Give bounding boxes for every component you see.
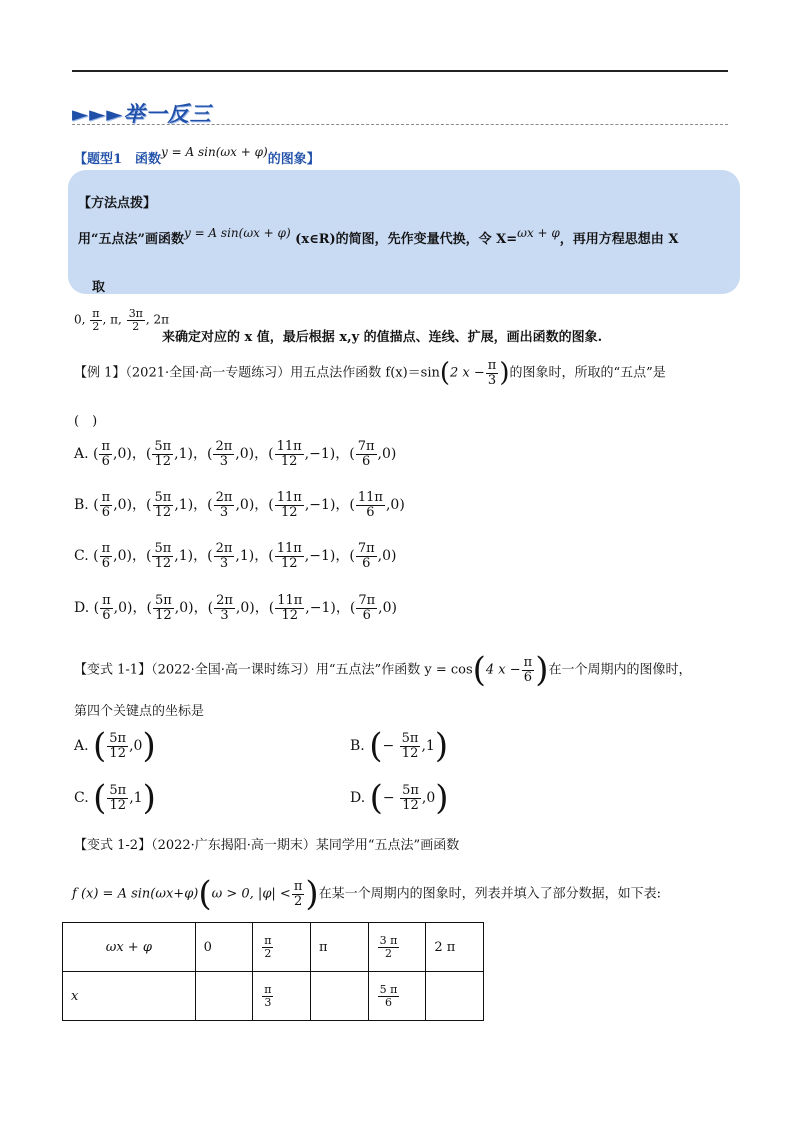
type-heading-formula: y = A sin(ωx + φ) [161, 145, 268, 159]
frac-num: 7π [357, 439, 375, 454]
variant11-inner: 4 x − [485, 662, 521, 678]
point-value: ,0) [174, 600, 194, 617]
frac-num: π [487, 357, 497, 373]
option-label: D. [74, 600, 94, 617]
method-line-2: 取 [92, 280, 106, 295]
option-label: B. [74, 497, 94, 514]
example1-option-d[interactable] [74, 594, 397, 622]
point-value: ,0 [129, 738, 143, 754]
frac-den: 12 [280, 555, 298, 571]
separator: ， [132, 600, 147, 617]
variant11-line2: 第四个关键点的坐标是 [74, 704, 205, 719]
variant11-fraction [522, 656, 535, 684]
paren-open: ( [207, 497, 213, 514]
sign: − [382, 738, 399, 754]
method-title: 【方法点拨】 [78, 196, 157, 211]
point-value: ,0) [235, 600, 255, 617]
frac-num: 5π [154, 593, 172, 608]
paren-open: ( [145, 548, 152, 565]
fraction [100, 491, 113, 519]
frac-den: 12 [109, 797, 127, 813]
variant12-lead: 【变式 1-2】（2022·广东揭阳·高一期末）某同学用“五点法”画函数 [74, 838, 460, 853]
frac-num: 5π [109, 730, 127, 746]
frac-den: 2 [293, 893, 303, 909]
fraction [214, 594, 235, 622]
point-value: ,0) [235, 497, 255, 514]
fraction [99, 440, 112, 468]
point-value: ,0 [421, 790, 436, 806]
fraction [275, 594, 304, 622]
frac-den: 6 [101, 504, 111, 520]
frac-den: 6 [361, 453, 371, 469]
paren-open: ( [146, 497, 152, 514]
point-value: ,−1) [304, 548, 336, 565]
frac-num: 11π [276, 490, 302, 505]
point-value: ,1) [174, 548, 194, 565]
paren-open: ( [472, 650, 486, 690]
fraction [153, 491, 174, 519]
frac-num: 11π [277, 593, 303, 608]
frac-den: 12 [402, 797, 419, 813]
frac-num: π [523, 654, 533, 670]
method-formula: y = A sin(ωx + φ) [183, 226, 291, 240]
paren-open: ( [268, 446, 274, 463]
top-rule [72, 70, 728, 72]
point-value: ,−1) [304, 446, 336, 463]
paren-close: ) [305, 874, 319, 914]
frac-den: 2 [264, 946, 272, 960]
paren-close: ) [434, 726, 449, 766]
frac-num: 2π [215, 490, 233, 505]
paren-close: ) [499, 358, 510, 388]
table-cell: π [311, 923, 369, 972]
point-value: ,1 [421, 738, 435, 754]
separator: ， [254, 446, 269, 463]
variant11-option-b[interactable] [350, 726, 448, 766]
paren-open: ( [93, 548, 99, 565]
frac-num: 5π [109, 782, 127, 798]
example1-fraction [486, 359, 499, 387]
frac-num: 7π [357, 541, 375, 556]
frac-num: 2π [215, 439, 233, 454]
paren-open: ( [206, 446, 213, 463]
option-label: A. [74, 446, 94, 463]
variant11-tail: 在一个周期内的图像时， [548, 662, 692, 678]
frac-den: 12 [154, 555, 172, 571]
frac-den: 3 [219, 555, 229, 571]
frac-num: π [101, 439, 111, 454]
point-value: ,0) [377, 446, 397, 463]
fraction [107, 784, 128, 812]
option-label: B. [350, 738, 370, 754]
paren-open: ( [207, 600, 214, 617]
separator: ， [131, 548, 146, 565]
paren-open: ( [349, 600, 356, 617]
fraction [356, 542, 377, 570]
paren-close: ) [535, 650, 549, 690]
frac-den: 3 [264, 995, 272, 1009]
variant11-stem [74, 650, 691, 690]
fraction [275, 542, 304, 570]
example1-tail: 的图象时，所取的“五点”是 [509, 365, 666, 381]
paren-open: ( [349, 548, 355, 565]
paren-open: ( [93, 600, 100, 617]
example1-option-a[interactable] [74, 440, 396, 468]
separator: ， [254, 600, 269, 617]
paren-open: ( [439, 358, 451, 388]
option-label: D. [350, 790, 370, 806]
frac-den: 12 [280, 453, 298, 469]
frac-den: 3 [487, 372, 497, 388]
frac-den: 2 [92, 319, 100, 333]
frac-den: 2 [132, 319, 140, 333]
paren-open: ( [207, 548, 213, 565]
point-value: ,0) [113, 600, 133, 617]
frac-den: 12 [281, 504, 298, 520]
example1-option-b[interactable] [74, 491, 405, 519]
frac-num: 3π [128, 307, 143, 320]
cell-fraction [378, 935, 400, 959]
frac-num: 2π [215, 541, 233, 556]
paren-open: ( [369, 778, 383, 818]
paren-open: ( [349, 446, 355, 463]
separator: ， [335, 600, 350, 617]
variant12-tail: 在某一个周期内的图象时，列表并填入了部分数据，如下表: [318, 886, 662, 902]
frac-num: 5π [154, 439, 172, 454]
frac-den: 3 [219, 504, 229, 520]
frac-den: 3 [220, 607, 229, 623]
variant11-option-a[interactable] [74, 726, 156, 766]
frac-den: 6 [102, 607, 111, 623]
point-value: ,−1) [305, 600, 336, 617]
separator: ， [335, 446, 350, 463]
frac-den: 6 [362, 607, 371, 623]
type-heading-prefix: 【题型1 函数 [74, 152, 162, 167]
point-value: ,1) [174, 446, 193, 463]
variant12-condition: ω > 0, |φ| < [211, 886, 291, 902]
section-banner: ►►►举一反三 [72, 102, 212, 126]
table-cell [253, 923, 311, 972]
paren-close: ) [435, 778, 449, 818]
table-cell [426, 972, 484, 1021]
method-line-1 [78, 228, 678, 247]
separator: ， [193, 497, 208, 514]
point-value: ,0) [235, 446, 255, 463]
type-heading [74, 145, 320, 167]
point-value: ,0) [113, 548, 132, 565]
table-row [63, 923, 484, 972]
paren-open: ( [198, 874, 212, 914]
key-values-start: 0, [74, 312, 86, 327]
option-label: C. [74, 790, 94, 806]
frac-den: 6 [362, 555, 371, 571]
fraction [153, 594, 174, 622]
frac-den: 12 [109, 745, 126, 761]
frac-den: 2 [384, 946, 392, 960]
example1-answer-paren: ( ) [74, 414, 98, 429]
frac-den: 12 [401, 745, 419, 761]
frac-den: 12 [154, 504, 172, 520]
fraction [152, 542, 173, 570]
frac-num: 7π [358, 593, 376, 608]
frac-den: 6 [101, 453, 110, 469]
variant11-option-d[interactable] [350, 778, 449, 818]
option-label: A. [74, 738, 94, 754]
frac-num: 5 π [379, 982, 398, 996]
frac-den: 6 [101, 555, 110, 571]
paren-open: ( [349, 497, 355, 514]
frac-num: 3 π [379, 933, 398, 947]
variant11-lead: 【变式 1-1】（2022·全国·高一课时练习）用“五点法”作函数 y = cos [74, 662, 473, 678]
fraction [275, 440, 304, 468]
frac-num: π [101, 541, 111, 556]
paren-open: ( [369, 726, 383, 766]
key-value-pi-over-2 [90, 308, 101, 332]
variant12-function-line [72, 874, 661, 914]
frac-den: 6 [384, 995, 392, 1009]
method-text-c: ，再用方程思想由 X [559, 232, 679, 247]
point-value: ,0) [378, 600, 397, 617]
separator: ， [192, 446, 207, 463]
point-value: ,1) [174, 497, 194, 514]
paren-open: ( [146, 600, 152, 617]
separator: ， [335, 497, 350, 514]
paren-close: ) [142, 778, 156, 818]
paren-open: ( [145, 446, 152, 463]
paren-open: ( [93, 726, 107, 766]
frac-num: π [264, 933, 272, 947]
key-value-3pi-over-2 [127, 308, 145, 332]
table-cell [253, 972, 311, 1021]
separator: ， [335, 548, 350, 565]
key-values [74, 308, 169, 332]
separator: ， [131, 446, 146, 463]
banner-divider [72, 124, 728, 125]
fraction [356, 440, 377, 468]
frac-num: 11π [357, 490, 383, 505]
table-cell: ωx + φ [63, 923, 196, 972]
table-cell: 0 [195, 923, 253, 972]
table-cell [368, 923, 426, 972]
variant11-option-c[interactable] [74, 778, 156, 818]
frac-num: π [101, 490, 111, 505]
table-cell: x [63, 972, 196, 1021]
key-values-mid: , π, [102, 312, 122, 327]
method-formula-2: ωx + φ [517, 226, 560, 240]
frac-num: π [92, 307, 100, 320]
fraction [356, 594, 377, 622]
fraction [152, 440, 173, 468]
frac-num: 11π [276, 439, 302, 454]
frac-num: π [293, 878, 303, 894]
key-values-end: , 2π [145, 312, 170, 327]
point-value: ,1) [235, 548, 255, 565]
paren-open: ( [268, 600, 275, 617]
frac-den: 6 [366, 504, 375, 520]
frac-den: 12 [281, 607, 299, 623]
fraction [400, 732, 421, 760]
frac-num: 5π [154, 490, 172, 505]
point-value: ,1 [129, 790, 143, 806]
example1-inner: 2 x − [450, 365, 485, 381]
frac-den: 12 [154, 453, 172, 469]
fraction [356, 491, 385, 519]
fraction [400, 784, 421, 812]
separator: ， [193, 600, 208, 617]
point-value: ,0) [113, 497, 133, 514]
option-label: C. [74, 548, 94, 565]
paren-close: ) [142, 726, 156, 766]
table-cell: 2 π [426, 923, 484, 972]
point-value: ,−1) [304, 497, 336, 514]
paren-open: ( [93, 446, 99, 463]
frac-num: 5π [401, 730, 419, 746]
cell-fraction [262, 984, 273, 1008]
frac-num: π [264, 982, 272, 996]
variant12-func: f (x) = A sin(ωx+φ) [72, 886, 199, 902]
fraction [275, 491, 304, 519]
frac-num: 5π [154, 541, 172, 556]
paren-open: ( [93, 778, 107, 818]
cell-fraction [378, 984, 400, 1008]
example1-stem [74, 358, 666, 388]
table-row [63, 972, 484, 1021]
frac-den: 12 [155, 607, 172, 623]
frac-num: π [102, 593, 111, 608]
type-heading-suffix: 的图象】 [267, 152, 320, 167]
fraction [214, 491, 235, 519]
separator: ， [193, 548, 208, 565]
fraction [107, 732, 128, 760]
frac-den: 6 [523, 669, 533, 685]
table-cell [195, 972, 253, 1021]
fraction [100, 542, 113, 570]
example1-option-c[interactable] [74, 542, 396, 570]
separator: ， [254, 548, 269, 565]
frac-num: 11π [276, 541, 302, 556]
point-value: ,0) [113, 446, 132, 463]
cell-fraction [262, 935, 273, 959]
table-cell [311, 972, 369, 1021]
point-value: ,0) [385, 497, 405, 514]
separator: ， [254, 497, 269, 514]
fraction [100, 594, 113, 622]
fraction [213, 440, 234, 468]
data-table [62, 922, 484, 1021]
method-text-b: (x∈R)的简图，先作变量代换，令 X= [295, 232, 518, 247]
paren-open: ( [93, 497, 99, 514]
method-conclusion: 来确定对应的 x 值，最后根据 x,y 的值描点、连线、扩展，画出函数的图象. [162, 330, 603, 345]
frac-num: 5π [402, 782, 419, 798]
separator: ， [132, 497, 147, 514]
fraction [214, 542, 235, 570]
table-cell [368, 972, 426, 1021]
paren-open: ( [268, 548, 274, 565]
frac-den: 3 [219, 453, 228, 469]
sign: − [382, 790, 400, 806]
method-text-a: 用“五点法”画函数 [78, 232, 184, 247]
paren-open: ( [268, 497, 274, 514]
point-value: ,0) [377, 548, 397, 565]
variant12-fraction [292, 880, 305, 908]
frac-num: 2π [216, 593, 233, 608]
example1-lead: 【例 1】（2021·全国·高一专题练习）用五点法作函数 f(x)＝sin [74, 365, 440, 381]
